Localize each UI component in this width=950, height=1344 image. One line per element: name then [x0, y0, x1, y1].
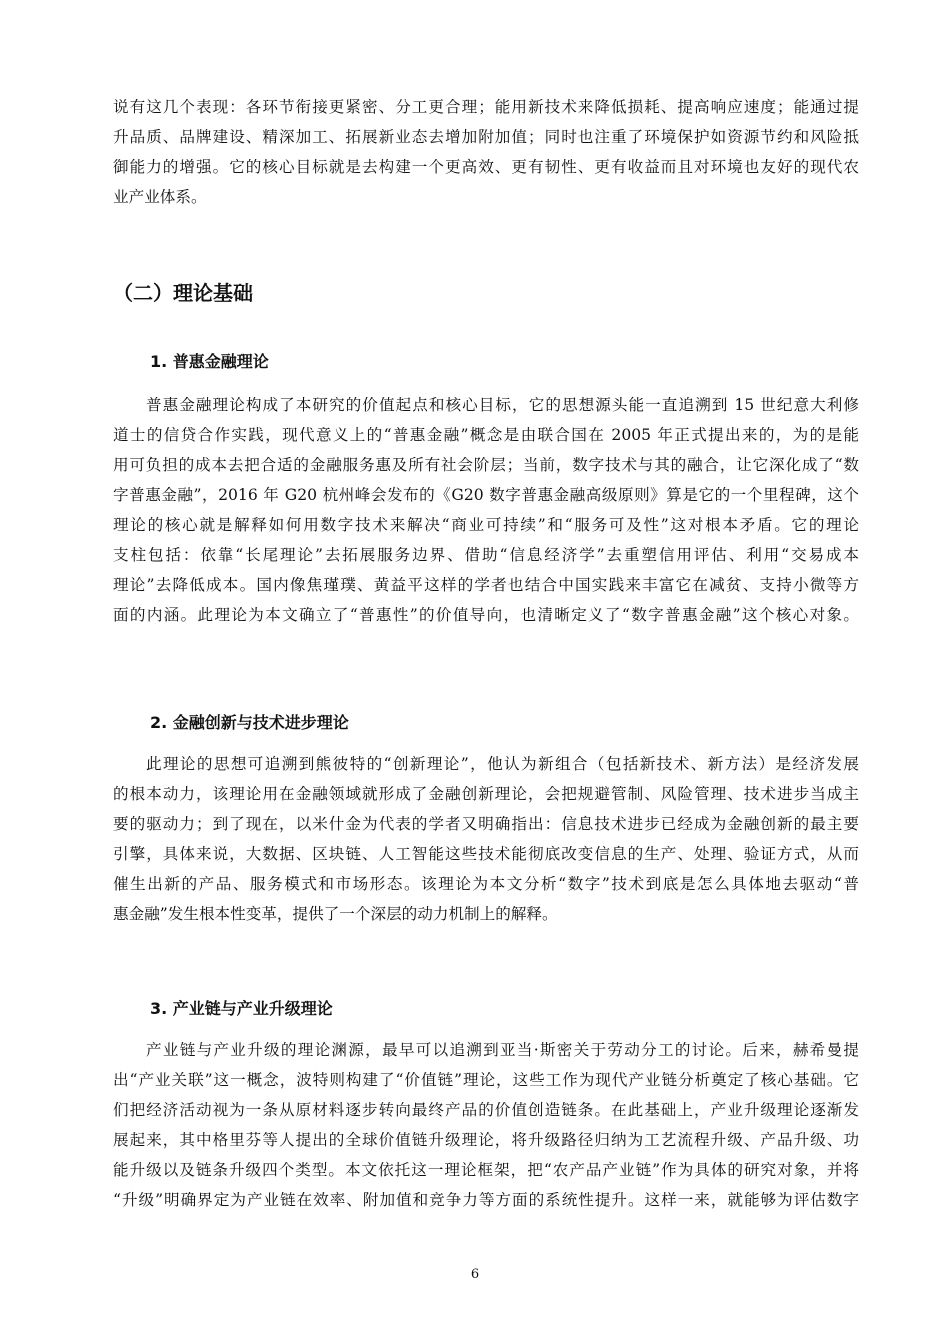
paragraph-line: 道士的信贷合作实践，现代意义上的“普惠金融”概念是由联合国在 2005 年正式提出来的，为的是能 [113, 426, 859, 444]
page-number: 6 [470, 1267, 480, 1282]
paragraph-line: 普惠金融理论构成了本研究的价值起点和核心目标，它的思想源头能一直追溯到 15 世纪意大利修 [146, 396, 859, 414]
paragraph-line: 面的内涵。此理论为本文确立了“普惠性”的价值导向，也清晰定义了“数字普惠金融”这个核心对象。 [113, 606, 859, 624]
paragraph-line: 展起来，其中格里芬等人提出的全球价值链升级理论，将升级路径归纳为工艺流程升级、产品升级、功 [113, 1131, 859, 1149]
paragraph-line: 御能力的增强。它的核心目标就是去构建一个更高效、更有韧性、更有收益而且对环境也友好的现代农 [113, 158, 859, 176]
financial-innovation-paragraph [113, 749, 859, 929]
paragraph-line: 用可负担的成本去把合适的金融服务惠及所有社会阶层；当前，数字技术与其的融合，让它深化成了“数 [113, 456, 859, 474]
section-heading-theory-basis: （二）理论基础 [113, 281, 253, 305]
paragraph-line: 理论”去降低成本。国内像焦瑾璞、黄益平这样的学者也结合中国实践来丰富它在减贫、支持小微等方 [113, 576, 859, 594]
paragraph-line: 的根本动力，该理论用在金融领域就形成了金融创新理论，会把规避管制、风险管理、技术进步当成主 [113, 785, 859, 803]
industrial-chain-paragraph [113, 1035, 859, 1215]
paragraph-line: 此理论的思想可追溯到熊彼特的“创新理论”，他认为新组合（包括新技术、新方法）是经济发展 [146, 755, 859, 773]
paragraph-line: 升品质、品牌建设、精深加工、拓展新业态去增加附加值；同时也注重了环境保护如资源节约和风险抵 [113, 128, 859, 146]
paragraph-line: 催生出新的产品、服务模式和市场形态。该理论为本文分析“数字”技术到底是怎么具体地去驱动“普 [113, 875, 859, 893]
paragraph-line: 支柱包括：依靠“长尾理论”去拓展服务边界、借助“信息经济学”去重塑信用评估、利用“交易成本 [113, 546, 859, 564]
paragraph-line: 说有这几个表现：各环节衔接更紧密、分工更合理；能用新技术来降低损耗、提高响应速度；能通过提 [113, 98, 859, 116]
paragraph-line: “升级”明确界定为产业链在效率、附加值和竞争力等方面的系统性提升。这样一来，就能够为评估数字 [113, 1191, 859, 1209]
inclusive-finance-paragraph [113, 390, 859, 630]
paragraph-line: 引擎，具体来说，大数据、区块链、人工智能这些技术能彻底改变信息的生产、处理、验证方式，从而 [113, 845, 859, 863]
subsection-heading-inclusive-finance: 1. 普惠金融理论 [150, 352, 269, 371]
subsection-heading-financial-innovation: 2. 金融创新与技术进步理论 [150, 713, 349, 732]
subsection-heading-industrial-chain: 3. 产业链与产业升级理论 [150, 999, 333, 1018]
paragraph-line: 要的驱动力；到了现在，以米什金为代表的学者又明确指出：信息技术进步已经成为金融创新的最主要 [113, 815, 859, 833]
paragraph-line: 们把经济活动视为一条从原材料逐步转向最终产品的价值创造链条。在此基础上，产业升级理论逐渐发 [113, 1101, 859, 1119]
paragraph-line: 理论的核心就是解释如何用数字技术来解决“商业可持续”和“服务可及性”这对根本矛盾。它的理论 [113, 516, 859, 534]
paragraph-line: 字普惠金融”，2016 年 G20 杭州峰会发布的《G20 数字普惠金融高级原则》算是它的一个里程碑，这个 [113, 486, 859, 504]
paragraph-line: 惠金融”发生根本性变革，提供了一个深层的动力机制上的解释。 [113, 905, 558, 923]
paragraph-line: 业产业体系。 [113, 188, 207, 206]
intro-paragraph [113, 92, 859, 212]
paragraph-line: 能升级以及链条升级四个类型。本文依托这一理论框架，把“农产品产业链”作为具体的研究对象，并将 [113, 1161, 859, 1179]
paragraph-line: 出“产业关联”这一概念，波特则构建了“价值链”理论，这些工作为现代产业链分析奠定了核心基础。它 [113, 1071, 859, 1089]
paragraph-line: 产业链与产业升级的理论渊源，最早可以追溯到亚当·斯密关于劳动分工的讨论。后来，赫希曼提 [146, 1041, 859, 1059]
